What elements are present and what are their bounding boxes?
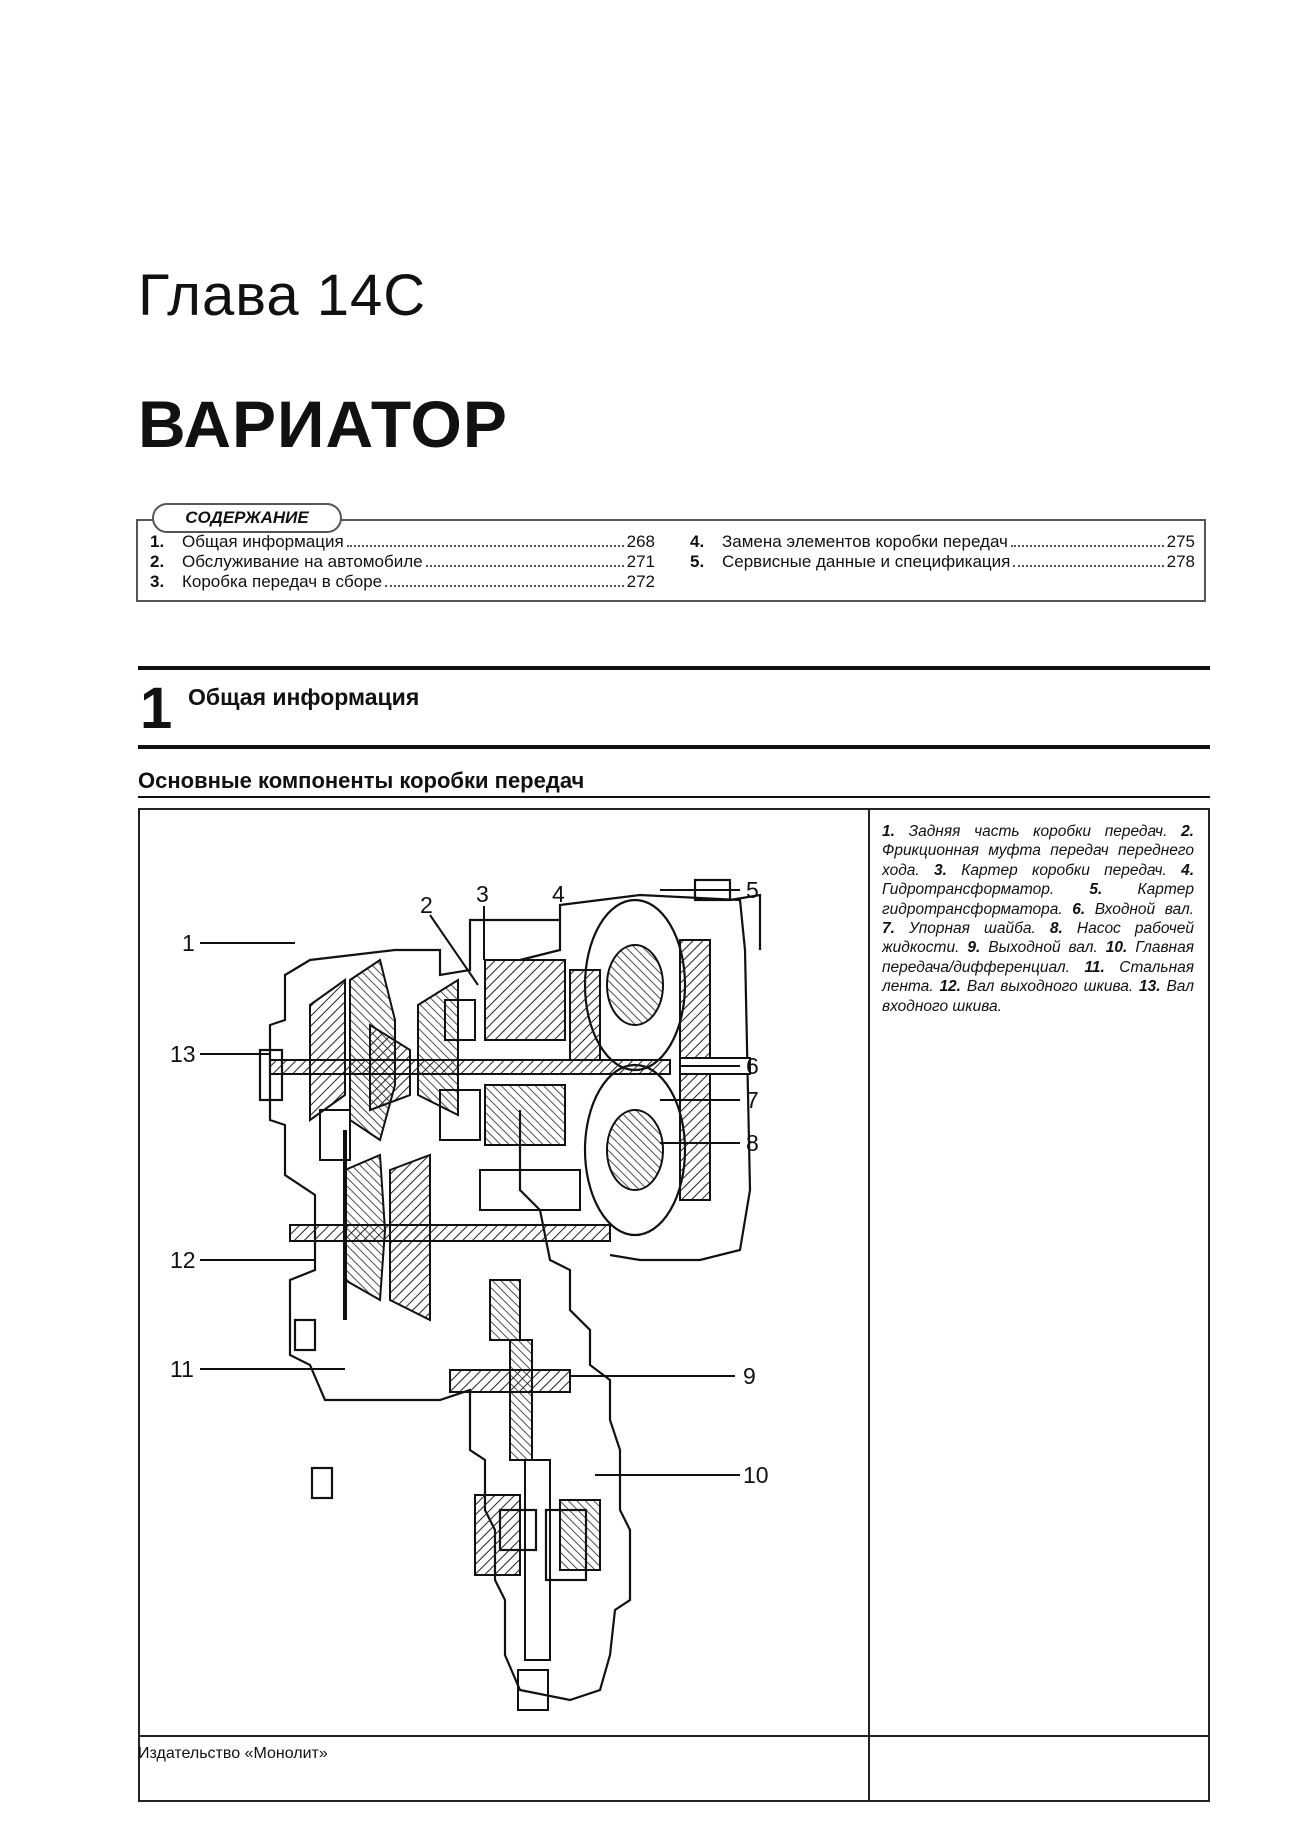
leader-dots — [347, 545, 624, 547]
forward-clutch — [440, 960, 600, 1145]
leader-dots — [426, 565, 624, 567]
contents-item[interactable]: 5. Сервисные данные и спецификация 278 — [690, 552, 1195, 571]
contents-item-title: Замена элементов коробки передач — [722, 532, 1008, 551]
transmission-cutaway-diagram — [140, 810, 866, 1800]
callout-13: 13 — [170, 1041, 196, 1067]
callout-1: 1 — [182, 930, 195, 956]
contents-item-page: 272 — [626, 572, 655, 591]
contents-item-title: Сервисные данные и спецификация — [722, 552, 1011, 571]
callout-12: 12 — [170, 1247, 196, 1273]
leader-dots — [385, 585, 624, 587]
callout-10: 10 — [743, 1462, 769, 1488]
publisher-footer: Издательство «Монолит» — [138, 1745, 328, 1762]
callout-7: 7 — [746, 1087, 759, 1113]
contents-item-page: 275 — [1166, 532, 1195, 551]
contents-column-right — [690, 532, 1195, 572]
section-top-rule — [138, 666, 1210, 670]
figure-legend: 1. Задняя часть коробки передач. 2. Фрикционная муфта передач переднего хода. 3. Картер коробки передач. 4. Гидротрансформатор. 5. Картер гидротрансформатора. 6. Входной вал. 7. Упорная шайба. 8. Насос рабочей жидкости. 9. Выходной вал. 10. Главная передача/дифференциал. 11. Стальная лента. 12. Вал выходного шкива. 13. Вал входного шкива. — [882, 823, 1195, 1015]
callout-3: 3 — [476, 881, 489, 907]
contents-item-page: 271 — [626, 552, 655, 571]
chapter-label: Глава 14С — [138, 263, 427, 328]
subsection-title: Основные компоненты коробки передач — [138, 768, 585, 793]
contents-item-title: Общая информация — [182, 532, 344, 551]
contents-item-title: Коробка передач в сборе — [182, 572, 383, 591]
callout-5: 5 — [746, 877, 759, 903]
callout-11: 11 — [170, 1356, 194, 1382]
subsection-rule — [138, 796, 1210, 798]
callout-9: 9 — [743, 1363, 756, 1389]
callout-2: 2 — [420, 892, 433, 918]
contents-item-page: 268 — [626, 532, 655, 551]
contents-heading: СОДЕРЖАНИЕ — [152, 503, 342, 533]
differential — [475, 1460, 600, 1710]
callout-6: 6 — [746, 1053, 759, 1079]
chapter-title: ВАРИАТОР — [138, 387, 508, 461]
callout-8: 8 — [746, 1130, 759, 1156]
contents-item[interactable]: 4. Замена элементов коробки передач 275 — [690, 532, 1195, 551]
leader-dots — [1011, 545, 1164, 547]
leader-dots — [1013, 565, 1163, 567]
output-shaft — [450, 1340, 570, 1460]
contents-item-page: 278 — [1166, 552, 1195, 571]
figure-divider — [868, 808, 870, 1802]
contents-item[interactable]: 3. Коробка передач в сборе 272 — [150, 572, 655, 591]
contents-item-title: Обслуживание на автомобиле — [182, 552, 423, 571]
contents-item[interactable]: 2. Обслуживание на автомобиле 271 — [150, 552, 655, 571]
section-title: Общая информация — [188, 684, 420, 710]
contents-column-left — [150, 532, 655, 592]
contents-item[interactable]: 1. Общая информация 268 — [150, 532, 655, 551]
section-number: 1 — [140, 676, 173, 741]
footer-rule — [138, 1735, 1210, 1737]
section-bottom-rule — [138, 745, 1210, 749]
callout-4: 4 — [552, 881, 565, 907]
